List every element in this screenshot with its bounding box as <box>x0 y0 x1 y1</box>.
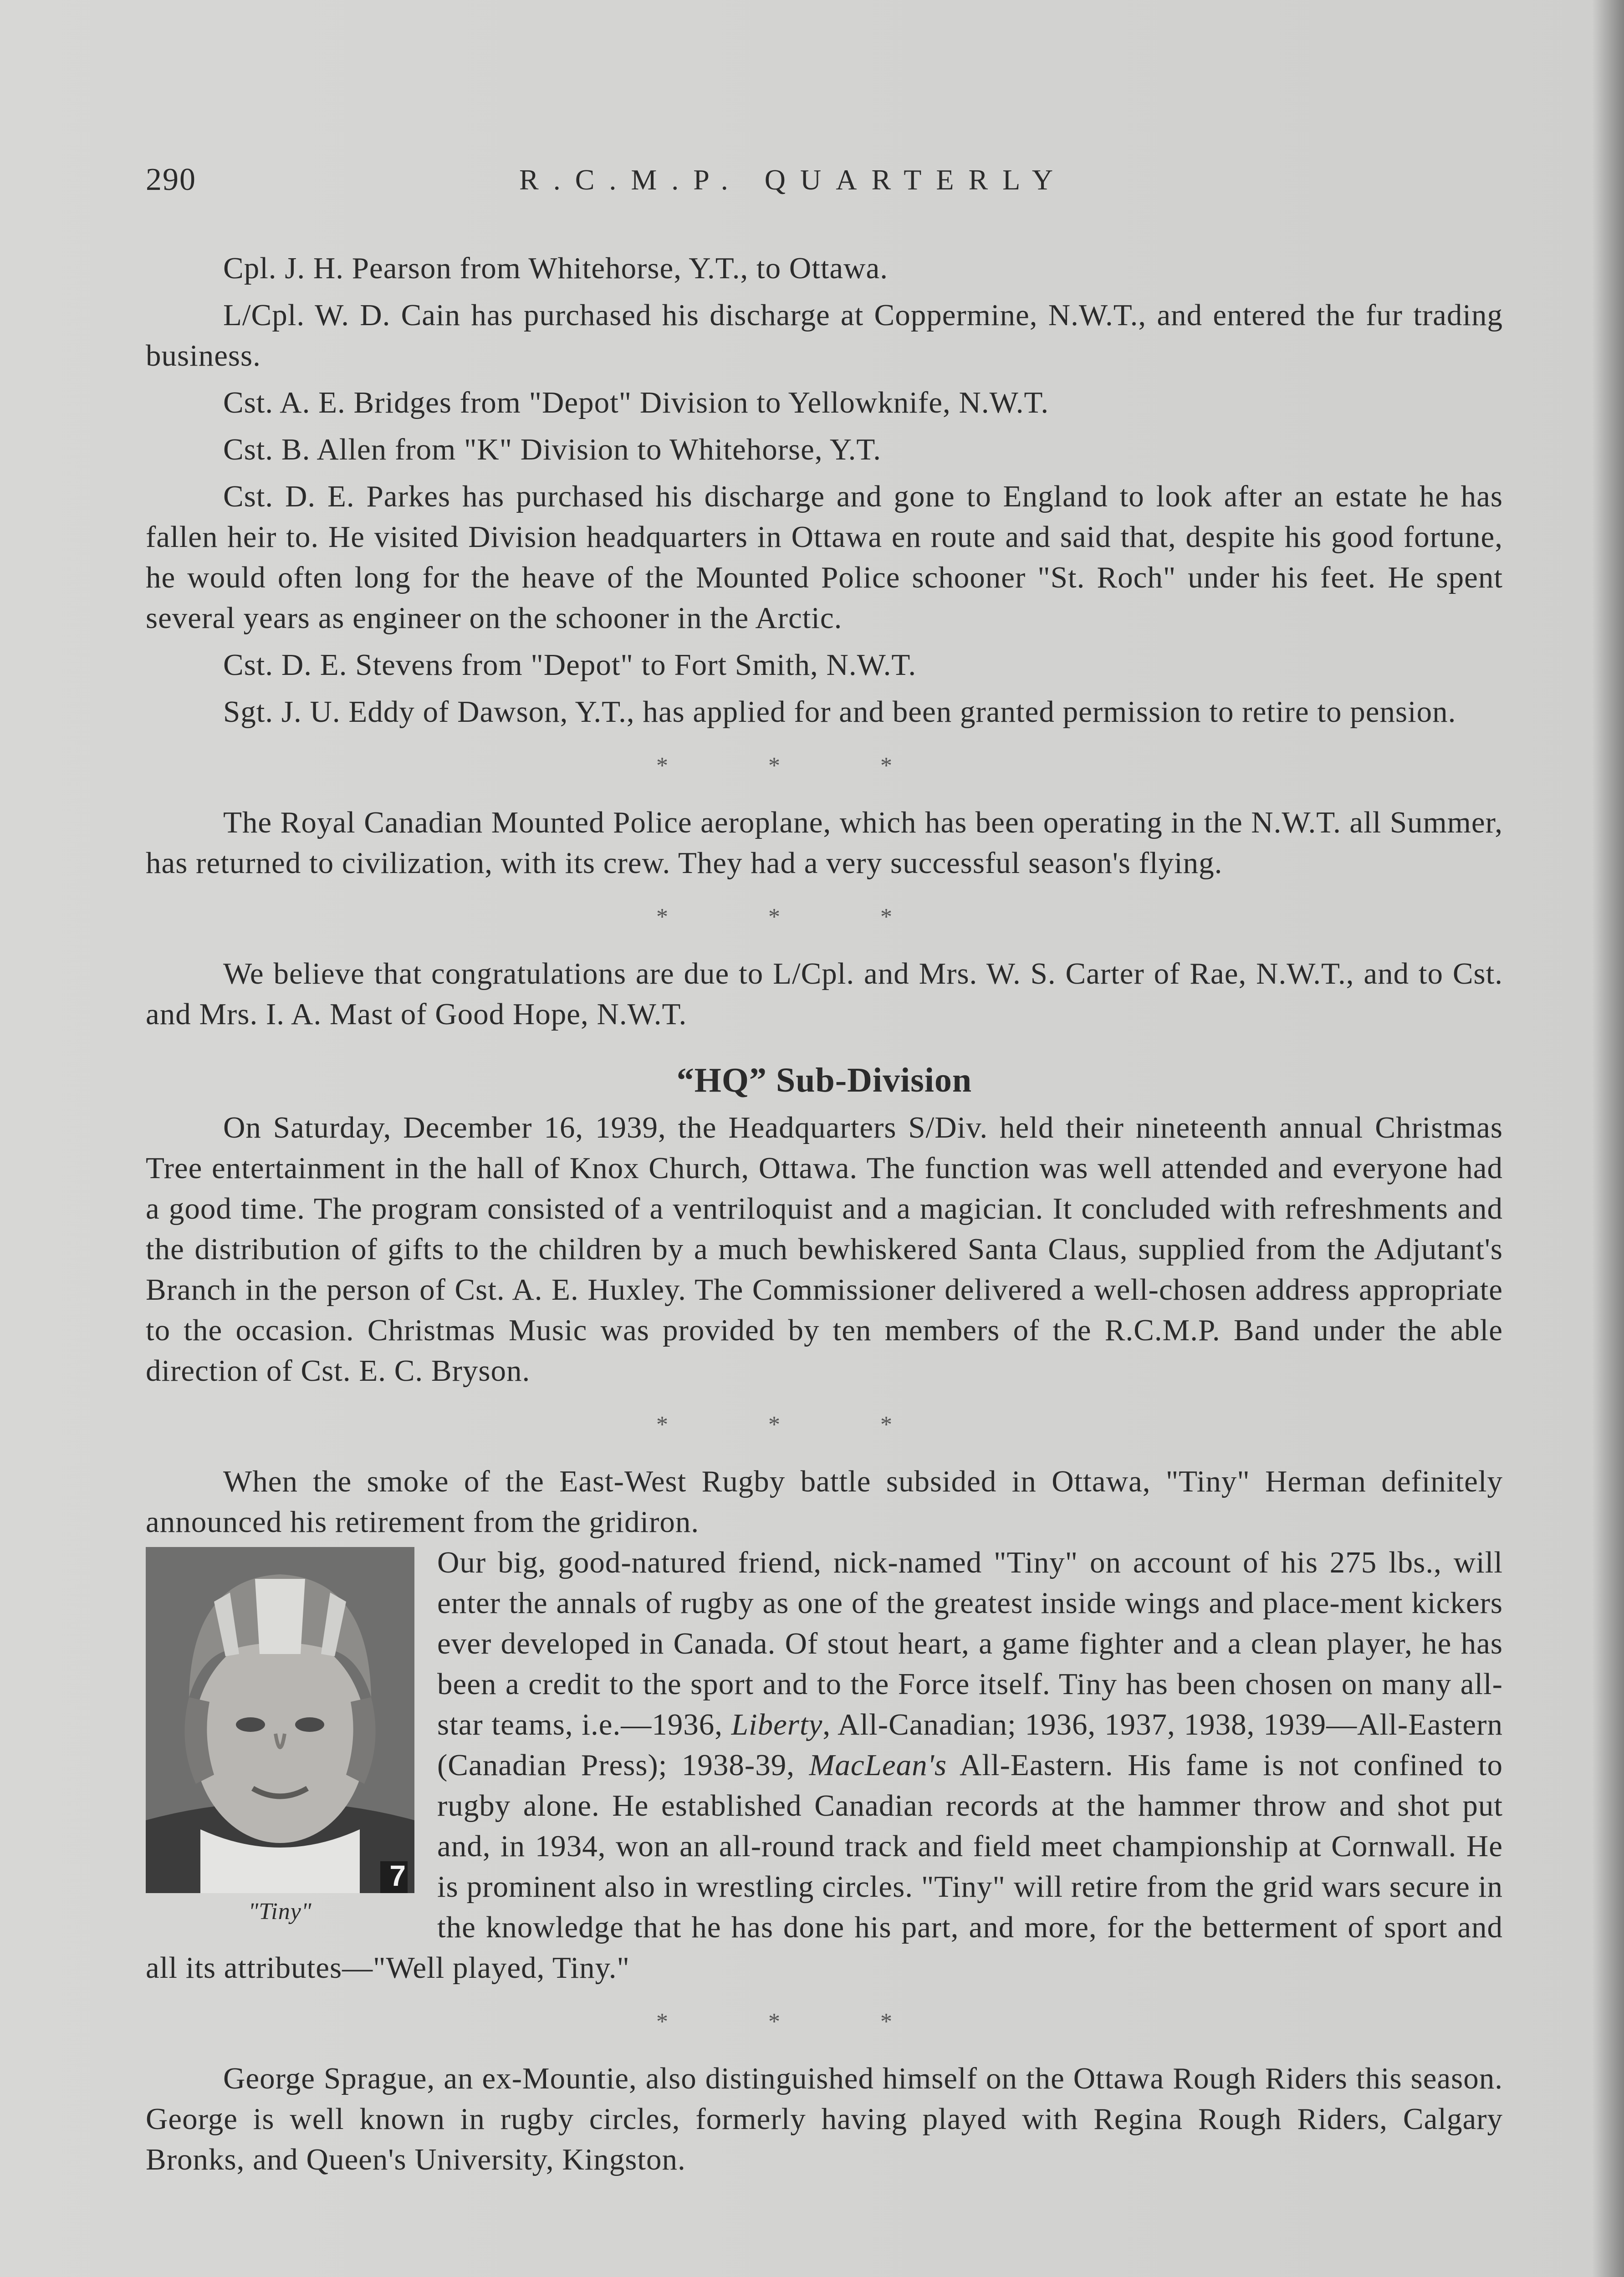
tiny-text-part-1: Our big, good-natured friend, nick-named "Tiny" on account of his 275 lbs., will enter the annals of rugby as one of the greatest inside wings and place-ment kickers ever developed in Canada. Of stout heart, a game fighter and a clean player, he has been a credit to the sport and to the Force itself. Tiny has been chosen on many all-star teams, i.e.—1936, <box>437 1546 1503 1741</box>
running-head <box>146 157 1503 203</box>
divider-asterisk: * <box>880 753 992 779</box>
jersey-number: 7 <box>389 1859 406 1892</box>
note-cain: L/Cpl. W. D. Cain has purchased his discharge at Coppermine, N.W.T., and entered the fur trading business. <box>146 298 1503 373</box>
divider-asterisk: * <box>656 753 768 779</box>
photo-figure <box>146 1547 414 1928</box>
page-number: 290 <box>146 162 196 197</box>
divider-asterisk: * <box>768 1412 880 1438</box>
note-stevens: Cst. D. E. Stevens from "Depot" to Fort Smith, N.W.T. <box>223 648 917 682</box>
tiny-article <box>146 1542 1503 1988</box>
note-eddy: Sgt. J. U. Eddy of Dawson, Y.T., has applied for and been granted permission to retire to pension. <box>223 695 1456 729</box>
note-allen: Cst. B. Allen from "K" Division to Whitehorse, Y.T. <box>223 433 882 466</box>
section-divider <box>146 890 1503 954</box>
tiny-text-part-2: , All-Canadian; 1936, 1937, 1938, 1939—All-Eastern (Canadian Press); 1938-39, <box>437 1708 1503 1782</box>
divider-asterisk: * <box>768 904 880 930</box>
tiny-text-part-3: All-Eastern. His fame is not confined to rugby alone. He established Canadian records at the hammer throw and shot put and, in 1934, won an all-round track and field meet championship at Cornwall. He is prominent also in wrestling circles. "Tiny" will retire from the grid wars secure in the knowledge that he has done his part, and more, for the betterment of sport and all its attributes—"Well played, Tiny." <box>146 1748 1503 1985</box>
section-divider <box>146 1995 1503 2058</box>
football-player-portrait <box>146 1547 414 1893</box>
note-pearson: Cpl. J. H. Pearson from Whitehorse, Y.T., to Ottawa. <box>223 251 889 285</box>
christmas-paragraph: On Saturday, December 16, 1939, the Headquarters S/Div. held their nineteenth annual Christmas Tree entertainment in the hall of Knox Church, Ottawa. The function was well attended and everyone had a good time. The program consisted of a ventriloquist and a magician. It concluded with refreshments and the distribution of gifts to the children by a much bewhiskered Santa Claus, supplied from the Adjutant's Branch in the person of Cst. A. E. Huxley. The Commissioner delivered a well-chosen address appropriate to the occasion. Christmas Music was provided by ten members of the R.C.M.P. Band under the able direction of Cst. E. C. Bryson. <box>146 1111 1503 1388</box>
divider-asterisk: * <box>656 1412 768 1438</box>
article-body <box>146 248 1503 2186</box>
tiny-intro: When the smoke of the East-West Rugby battle subsided in Ottawa, "Tiny" Herman definitely announced his retirement from the gridiron. <box>146 1465 1503 1539</box>
note-bridges: Cst. A. E. Bridges from "Depot" Division to Yellowknife, N.W.T. <box>223 386 1049 419</box>
tiny-herman-photo <box>146 1547 414 1893</box>
section-divider <box>146 739 1503 802</box>
aeroplane-paragraph: The Royal Canadian Mounted Police aeroplane, which has been operating in the N.W.T. all Summer, has returned to civilization, with its crew. They had a very successful season's flying. <box>146 806 1503 880</box>
divider-asterisk: * <box>656 2009 768 2035</box>
sprague-paragraph: George Sprague, an ex-Mountie, also distinguished himself on the Ottawa Rough Riders this season. George is well known in rugby circles, formerly having played with Regina Rough Riders, Calgary Bronks, and Queen's University, Kingston. <box>146 2062 1503 2176</box>
divider-asterisk: * <box>768 753 880 779</box>
book-spine-shadow <box>1592 0 1624 2277</box>
note-parkes: Cst. D. E. Parkes has purchased his discharge and gone to England to look after an estate he has fallen heir to. He visited Division headquarters in Ottawa en route and said that, despite his good fortune, he would often long for the heave of the Mounted Police schooner "St. Roch" under his feet. He spent several years as engineer on the schooner in the Arctic. <box>146 480 1503 635</box>
journal-title: R.C.M.P. QUARTERLY <box>519 163 1068 196</box>
divider-asterisk: * <box>656 904 768 930</box>
divider-asterisk: * <box>880 1412 992 1438</box>
divider-asterisk: * <box>880 2009 992 2035</box>
photo-caption: "Tiny" <box>248 1899 312 1925</box>
congratulations-paragraph: We believe that congratulations are due to L/Cpl. and Mrs. W. S. Carter of Rae, N.W.T., and to Cst. and Mrs. I. A. Mast of Good Hope, N.W.T. <box>146 957 1503 1031</box>
section-heading: “HQ” Sub-Division <box>676 1061 972 1099</box>
divider-asterisk: * <box>880 904 992 930</box>
tiny-italic-macleans: MacLean's <box>809 1748 947 1782</box>
divider-asterisk: * <box>768 2009 880 2035</box>
tiny-italic-liberty: Liberty <box>731 1708 823 1741</box>
section-divider <box>146 1398 1503 1461</box>
